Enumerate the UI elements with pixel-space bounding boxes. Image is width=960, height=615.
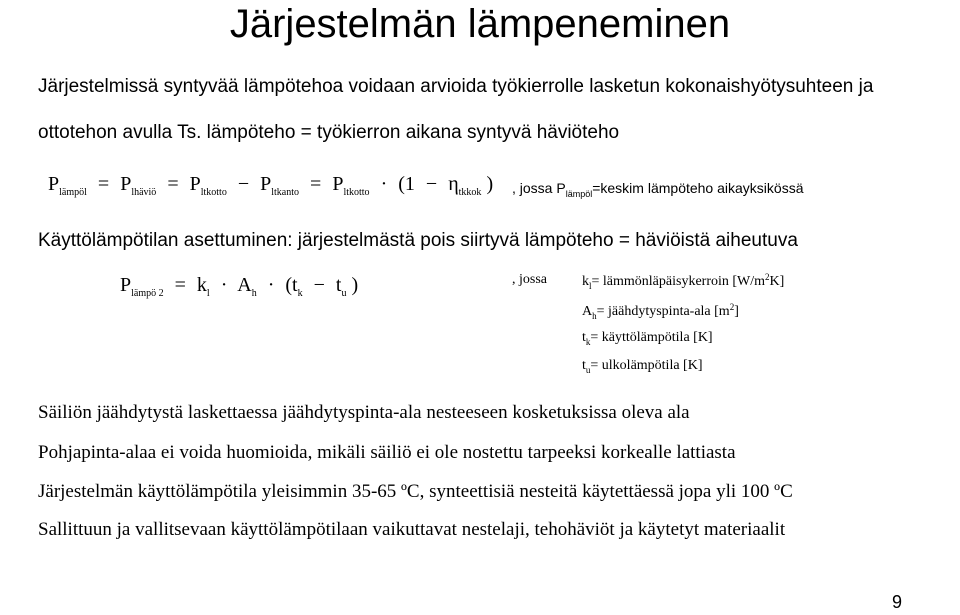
equation-1-note: , jossa $P_{lämpöl}=keskim$ lämpöteho aikayksikössä [512, 180, 804, 199]
def-k: $k_l=$ lämmönläpäisykerroin $[W/m^2K]$ [582, 272, 785, 291]
intro-line-1: Järjestelmissä syntyvää lämpötehoa voidaan arvioida työkierrolle lasketun kokonaishyötysuhteen ja [38, 76, 874, 97]
defs-jossa: , jossa [512, 272, 547, 287]
body-line-2: Pohjapinta-alaa ei voida huomioida, mikäli säiliö ei ole nostettu tarpeeksi korkealle lattiasta [38, 442, 736, 463]
def-tu: $t_u=$ ulkolämpötila [K] [582, 358, 703, 375]
def-tk: $t_k=$ käyttölämpötila [K] [582, 330, 713, 347]
def-a: $A_h=$ jäähdytyspinta-ala $[m^2]$ [582, 302, 739, 321]
subheading: Käyttölämpötilan asettuminen: järjestelmästä pois siirtyvä lämpöteho = häviöistä aiheutuva [38, 230, 798, 251]
intro-line-2: ottotehon avulla Ts. lämpöteho = työkierron aikana syntyvä häviöteho [38, 122, 620, 143]
body-line-3: Järjestelmän käyttölämpötila yleisimmin 35-65 ºC, synteettisiä nesteitä käytettäessä jopa yli 100 ºC [38, 481, 793, 502]
body-line-4: Sallittuun ja vallitsevaan käyttölämpötilaan vaikuttavat nestelaji, tehohäviöt ja käytetyt materiaalit [38, 519, 786, 540]
page-number: 9 [891, 592, 902, 612]
body-line-1: Säiliön jäähdytystä laskettaessa jäähdytyspinta-ala nesteeseen kosketuksissa oleva ala [38, 402, 690, 423]
slide-title: Järjestelmän lämpeneminen [229, 2, 731, 46]
equation-heat-power: $P_{lämpöl} = P_{lhäviö} = P_{ltkotto} - P_{ltkanto} = P_{ltkotto} \cdot (1 - \eta_{tkkok}$ ) [48, 173, 494, 198]
equation-heat-transfer: $P_{lämpö 2} = k_l \cdot A_h \cdot (t_k - t_u$ ) [120, 274, 359, 299]
